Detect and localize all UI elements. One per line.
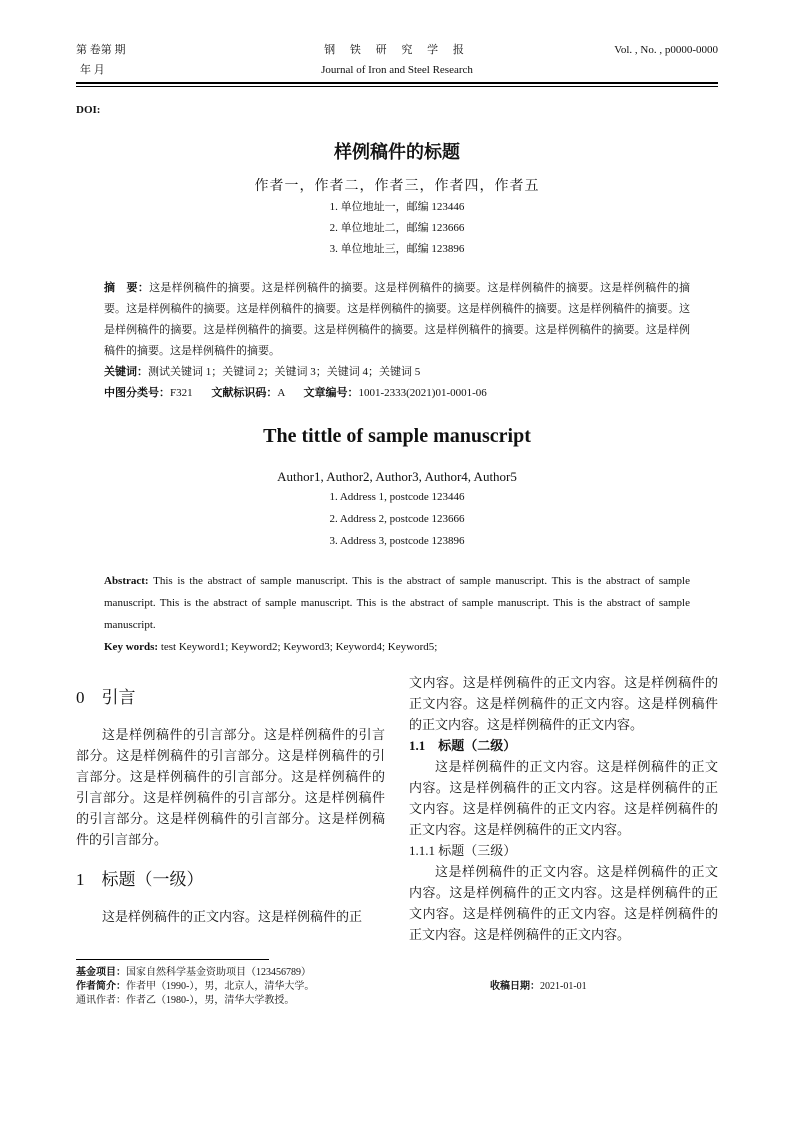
cn-authors: 作者一，作者二，作者三，作者四，作者五: [254, 179, 540, 194]
cn-affiliation: 3. 单位地址三，邮编 123896: [329, 243, 465, 255]
received-date: [490, 966, 587, 1008]
header-journal: [256, 40, 538, 80]
date-line: 年 月: [80, 64, 105, 76]
received-value: 2021-01-01: [540, 981, 587, 992]
header-issue: [76, 40, 256, 80]
section-1-text: 这是样例稿件的正文内容。这是样例稿件的正: [102, 909, 363, 924]
body-columns: [76, 672, 718, 945]
header-rule-thin: [76, 86, 718, 87]
doi-label: DOI:: [76, 104, 101, 116]
doc-code-label: 文献标识码：: [211, 387, 278, 399]
header-volume: Vol. , No. , p0000-0000: [614, 44, 718, 56]
received-label: 收稿日期：: [490, 981, 540, 992]
en-affiliation: 2. Address 2, postcode 123666: [329, 513, 465, 525]
footnote-rule: [76, 959, 269, 960]
section-1-text-cont: 文内容。这是样例稿件的正文内容。这是样例稿件的正文内容。这是样例稿件的正文内容。这是样例稿件的正文内容。这是样例稿件的正文内容。: [409, 675, 718, 732]
journal-name-cn: 钢 铁 研 究 学 报: [324, 44, 470, 56]
author-bio-text: 作者甲（1990-），男，北京人，清华大学。: [126, 981, 315, 992]
header-rule: [76, 82, 718, 84]
en-affiliation: 1. Address 1, postcode 123446: [329, 491, 465, 503]
issue-line: 第 卷第 期: [76, 44, 126, 56]
fund-label: 基金项目：: [76, 967, 126, 978]
en-title: The tittle of sample manuscript: [263, 425, 531, 447]
en-keywords-text: test Keyword1; Keyword2; Keyword3; Keyword4; Keyword5;: [158, 641, 438, 653]
clc-value: F321: [170, 387, 193, 399]
footnotes-left: [76, 966, 490, 1008]
en-affiliations: [76, 486, 718, 552]
section-1-1-text: 这是样例稿件的正文内容。这是样例稿件的正文内容。这是样例稿件的正文内容。这是样例稿件的正文内容。这是样例稿件的正文内容。这是样例稿件的正文内容。这是样例稿件的正文内容。: [409, 759, 718, 837]
cn-affiliation: 2. 单位地址二，邮编 123666: [329, 222, 465, 234]
section-1-1-1-text: 这是样例稿件的正文内容。这是样例稿件的正文内容。这是样例稿件的正文内容。这是样例稿件的正文内容。这是样例稿件的正文内容。这是样例稿件的正文内容。这是样例稿件的正文内容。: [409, 864, 718, 942]
footnotes: [76, 966, 718, 1008]
section-0-text: 这是样例稿件的引言部分。这是样例稿件的引言部分。这是样例稿件的引言部分。这是样例稿件的引言部分。这是样例稿件的引言部分。这是样例稿件的引言部分。这是样例稿件的引言部分。这是样例稿件的引言部分。这是样例稿件的引言部分。这是样例稿件的引言部分。: [76, 727, 385, 847]
section-1-1-heading: 1.1 标题（二级）: [409, 738, 517, 753]
section-1-heading: 1 标题（一级）: [76, 870, 204, 889]
right-column: [409, 672, 718, 945]
keywords-text: 测试关键词 1；关键词 2；关键词 3；关键词 4；关键词 5: [148, 366, 421, 378]
corresponding-author: 通讯作者：作者乙（1980-），男，清华大学教授。: [76, 995, 295, 1006]
en-authors: Author1, Author2, Author3, Author4, Author5: [277, 469, 517, 484]
author-bio-label: 作者简介：: [76, 981, 126, 992]
cn-title: 样例稿件的标题: [334, 142, 460, 163]
doc-code-value: A: [277, 387, 285, 399]
en-abstract-label: Abstract:: [104, 575, 149, 587]
abstract-label: 摘 要：: [104, 282, 150, 294]
fund-text: 国家自然科学基金资助项目（123456789）: [126, 967, 311, 978]
abstract-text: 这是样例稿件的摘要。这是样例稿件的摘要。这是样例稿件的摘要。这是样例稿件的摘要。这是样例稿件的摘要。这是样例稿件的摘要。这是样例稿件的摘要。这是样例稿件的摘要。这是样例稿件的摘要。这是样例稿件的摘要。这是样例稿件的摘要。这是样例稿件的摘要。这是样例稿件的摘要。这是样例稿件的摘要。这是样例稿件的摘要。这是样例稿件的摘要。这是样例稿件的摘要。: [104, 282, 691, 357]
en-affiliation: 3. Address 3, postcode 123896: [329, 535, 465, 547]
en-abstract: [104, 570, 690, 658]
running-header: [76, 40, 718, 80]
section-1-1-1-heading: 1.1.1 标题（三级）: [409, 843, 517, 858]
journal-name-en: Journal of Iron and Steel Research: [321, 64, 473, 76]
en-keywords-label: Key words:: [104, 641, 159, 653]
left-column: [76, 672, 385, 945]
en-abstract-text: This is the abstract of sample manuscript. This is the abstract of sample manuscript. This is the abstract of sample manuscript. This is the abstract of sample manuscript. This is the abstract of sample manuscript. This is the abstract of sample manuscript.: [104, 575, 690, 631]
keywords-label: 关键词：: [104, 366, 148, 378]
cn-affiliations: [76, 197, 718, 260]
section-0-heading: 0 引言: [76, 688, 136, 707]
cn-abstract: [104, 278, 690, 404]
article-no-value: 1001-2333(2021)01-0001-06: [358, 387, 487, 399]
article-no-label: 文章编号：: [303, 387, 359, 399]
cn-affiliation: 1. 单位地址一，邮编 123446: [329, 201, 465, 213]
clc-label: 中图分类号：: [104, 387, 170, 399]
